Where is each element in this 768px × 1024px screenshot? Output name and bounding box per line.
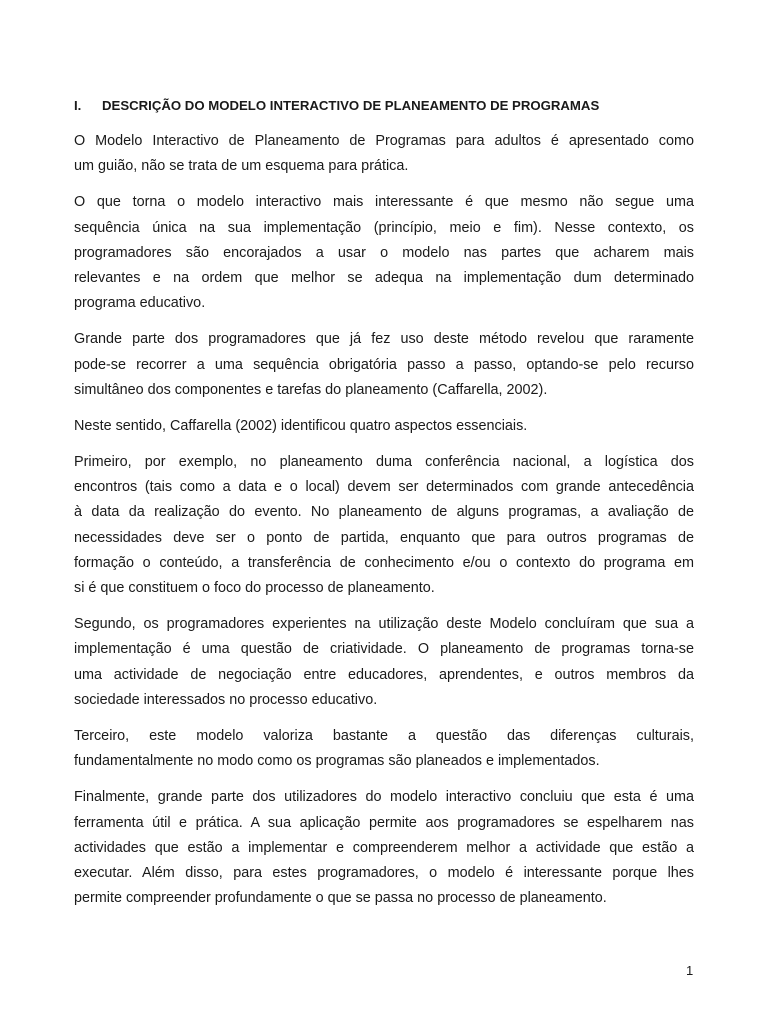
- paragraph-line: simultâneo dos componentes e tarefas do planeamento (Caffarella, 2002).: [74, 381, 548, 398]
- paragraph-line: Finalmente, grande parte dos utilizadores do modelo interactivo concluiu que esta é uma: [74, 789, 694, 806]
- paragraph-line: O Modelo Interactivo de Planeamento de Programas para adultos é apresentado como: [74, 133, 694, 149]
- section-number: I.: [74, 98, 82, 113]
- document-page: [74, 96, 694, 922]
- paragraph-line: formação o conteúdo, a transferência de conhecimento e/ou o contexto do programa em: [74, 554, 694, 571]
- paragraph: [74, 414, 694, 439]
- paragraph-line: sequência única na sua implementação (princípio, meio e fim). Nesse contexto, os: [74, 219, 694, 236]
- paragraph-line: relevantes e na ordem que melhor se adequa na implementação dum determinado: [74, 269, 694, 286]
- paragraph-line: necessidades deve ser o ponto de partida, enquanto que para outros programas de: [74, 529, 694, 546]
- paragraph: [74, 327, 694, 403]
- paragraph-line: programadores são encorajados a usar o modelo nas partes que acharem mais: [74, 244, 694, 261]
- paragraph-line: um guião, não se trata de um esquema para prática.: [74, 158, 409, 175]
- paragraph-line: permite compreender profundamente o que se passa no processo de planeamento.: [74, 890, 607, 907]
- paragraph-line: encontros (tais como a data e o local) devem ser determinados com grande antecedência: [74, 479, 694, 496]
- paragraph-line: uma actividade de negociação entre educadores, aprendentes, e outros membros da: [74, 666, 694, 683]
- paragraph: [74, 190, 694, 316]
- paragraph-line: implementação é uma questão de criatividade. O planeamento de programas torna-se: [74, 641, 694, 658]
- body-text: [74, 129, 694, 911]
- paragraph: [74, 450, 694, 601]
- paragraph-line: si é que constituem o foco do processo de planeamento.: [74, 580, 435, 596]
- paragraph-line: Terceiro, este modelo valoriza bastante a questão das diferenças culturais,: [74, 727, 694, 744]
- paragraph-line: Primeiro, por exemplo, no planeamento duma conferência nacional, a logística dos: [74, 454, 694, 471]
- page-number: 1: [686, 963, 694, 978]
- paragraph-line: sociedade interessados no processo educativo.: [74, 691, 378, 708]
- paragraph-line: Neste sentido, Caffarella (2002) identificou quatro aspectos essenciais.: [74, 417, 528, 434]
- section-title: DESCRIÇÃO DO MODELO INTERACTIVO DE PLANEAMENTO DE PROGRAMAS: [102, 98, 600, 113]
- paragraph-line: O que torna o modelo interactivo mais interessante é que mesmo não segue uma: [74, 194, 694, 211]
- section-heading: [74, 96, 694, 116]
- paragraph-line: pode-se recorrer a uma sequência obrigatória passo a passo, optando-se pelo recurso: [74, 356, 694, 373]
- paragraph: [74, 724, 694, 774]
- paragraph-line: à data da realização do evento. No planeamento de alguns programas, a avaliação de: [74, 504, 694, 521]
- paragraph-line: Grande parte dos programadores que já fez uso deste método revelou que raramente: [74, 331, 694, 348]
- paragraph-line: Segundo, os programadores experientes na utilização deste Modelo concluíram que sua a: [74, 616, 694, 633]
- paragraph-line: actividades que estão a implementar e compreenderem melhor a actividade que estão a: [74, 839, 694, 856]
- paragraph: [74, 612, 694, 713]
- paragraph: [74, 785, 694, 911]
- paragraph-line: programa educativo.: [74, 295, 206, 312]
- paragraph-line: fundamentalmente no modo como os programas são planeados e implementados.: [74, 753, 600, 770]
- paragraph-line: executar. Além disso, para estes programadores, o modelo é interessante porque lhes: [74, 864, 694, 881]
- paragraph: [74, 129, 694, 179]
- paragraph-line: ferramenta útil e prática. A sua aplicação permite aos programadores se espelharem nas: [74, 814, 694, 831]
